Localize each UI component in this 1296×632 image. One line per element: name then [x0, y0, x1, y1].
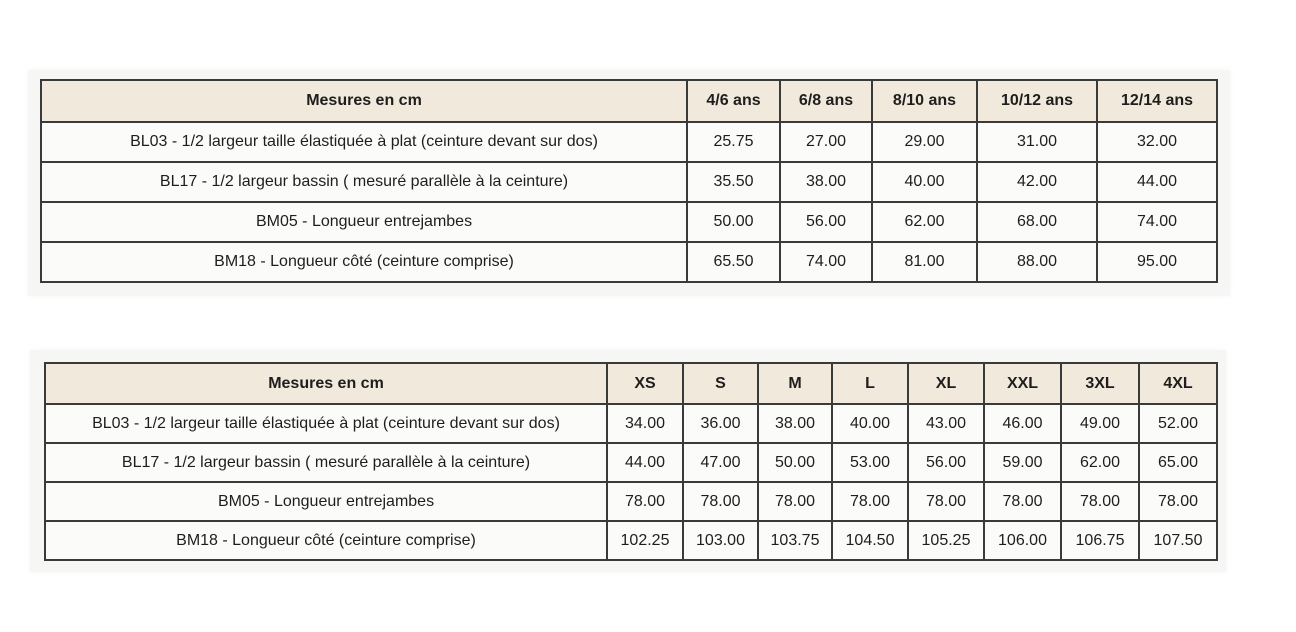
table-row — [45, 521, 1217, 560]
table-row — [41, 162, 1217, 202]
value-cell: 78.00 — [832, 482, 908, 521]
value-cell: 38.00 — [758, 404, 832, 443]
value-cell: 78.00 — [607, 482, 683, 521]
value-cell: 62.00 — [872, 202, 977, 242]
size-header: 12/14 ans — [1097, 80, 1217, 122]
value-cell: 68.00 — [977, 202, 1097, 242]
value-cell: 29.00 — [872, 122, 977, 162]
value-cell: 40.00 — [872, 162, 977, 202]
row-label: BL03 - 1/2 largeur taille élastiquée à plat (ceinture devant sur dos) — [41, 122, 687, 162]
size-header: 6/8 ans — [780, 80, 872, 122]
size-header: 3XL — [1061, 363, 1139, 404]
value-cell: 78.00 — [1139, 482, 1217, 521]
value-cell: 34.00 — [607, 404, 683, 443]
value-cell: 43.00 — [908, 404, 984, 443]
size-header: 4XL — [1139, 363, 1217, 404]
table-row — [41, 122, 1217, 162]
value-cell: 78.00 — [683, 482, 758, 521]
value-cell: 46.00 — [984, 404, 1061, 443]
size-table-children — [40, 79, 1218, 283]
row-label: BM05 - Longueur entrejambes — [41, 202, 687, 242]
value-cell: 104.50 — [832, 521, 908, 560]
value-cell: 106.00 — [984, 521, 1061, 560]
header-measure-label: Mesures en cm — [45, 363, 607, 404]
table-row — [45, 443, 1217, 482]
value-cell: 38.00 — [780, 162, 872, 202]
row-label: BM18 - Longueur côté (ceinture comprise) — [45, 521, 607, 560]
value-cell: 107.50 — [1139, 521, 1217, 560]
value-cell: 32.00 — [1097, 122, 1217, 162]
value-cell: 74.00 — [1097, 202, 1217, 242]
value-cell: 50.00 — [687, 202, 780, 242]
table-row — [45, 482, 1217, 521]
value-cell: 35.50 — [687, 162, 780, 202]
table-row — [45, 404, 1217, 443]
value-cell: 44.00 — [1097, 162, 1217, 202]
value-cell: 42.00 — [977, 162, 1097, 202]
table-row — [41, 242, 1217, 282]
size-header: 4/6 ans — [687, 80, 780, 122]
size-header: XXL — [984, 363, 1061, 404]
size-header: XS — [607, 363, 683, 404]
value-cell: 49.00 — [1061, 404, 1139, 443]
value-cell: 36.00 — [683, 404, 758, 443]
row-label: BL03 - 1/2 largeur taille élastiquée à plat (ceinture devant sur dos) — [45, 404, 607, 443]
size-header: 10/12 ans — [977, 80, 1097, 122]
value-cell: 65.00 — [1139, 443, 1217, 482]
table-row — [41, 202, 1217, 242]
value-cell: 106.75 — [1061, 521, 1139, 560]
row-label: BM18 - Longueur côté (ceinture comprise) — [41, 242, 687, 282]
header-row — [41, 80, 1217, 122]
value-cell: 81.00 — [872, 242, 977, 282]
size-header: S — [683, 363, 758, 404]
value-cell: 27.00 — [780, 122, 872, 162]
value-cell: 78.00 — [908, 482, 984, 521]
value-cell: 105.25 — [908, 521, 984, 560]
size-table-adults — [44, 362, 1218, 561]
value-cell: 78.00 — [758, 482, 832, 521]
value-cell: 47.00 — [683, 443, 758, 482]
size-header: 8/10 ans — [872, 80, 977, 122]
value-cell: 44.00 — [607, 443, 683, 482]
value-cell: 95.00 — [1097, 242, 1217, 282]
size-header: M — [758, 363, 832, 404]
value-cell: 53.00 — [832, 443, 908, 482]
row-label: BL17 - 1/2 largeur bassin ( mesuré parallèle à la ceinture) — [45, 443, 607, 482]
row-label: BL17 - 1/2 largeur bassin ( mesuré parallèle à la ceinture) — [41, 162, 687, 202]
value-cell: 103.75 — [758, 521, 832, 560]
value-cell: 56.00 — [908, 443, 984, 482]
header-row — [45, 363, 1217, 404]
value-cell: 88.00 — [977, 242, 1097, 282]
value-cell: 25.75 — [687, 122, 780, 162]
value-cell: 62.00 — [1061, 443, 1139, 482]
value-cell: 78.00 — [984, 482, 1061, 521]
value-cell: 52.00 — [1139, 404, 1217, 443]
value-cell: 78.00 — [1061, 482, 1139, 521]
value-cell: 59.00 — [984, 443, 1061, 482]
size-header: XL — [908, 363, 984, 404]
value-cell: 103.00 — [683, 521, 758, 560]
size-header: L — [832, 363, 908, 404]
value-cell: 65.50 — [687, 242, 780, 282]
value-cell: 102.25 — [607, 521, 683, 560]
row-label: BM05 - Longueur entrejambes — [45, 482, 607, 521]
value-cell: 50.00 — [758, 443, 832, 482]
value-cell: 31.00 — [977, 122, 1097, 162]
value-cell: 56.00 — [780, 202, 872, 242]
value-cell: 74.00 — [780, 242, 872, 282]
value-cell: 40.00 — [832, 404, 908, 443]
header-measure-label: Mesures en cm — [41, 80, 687, 122]
